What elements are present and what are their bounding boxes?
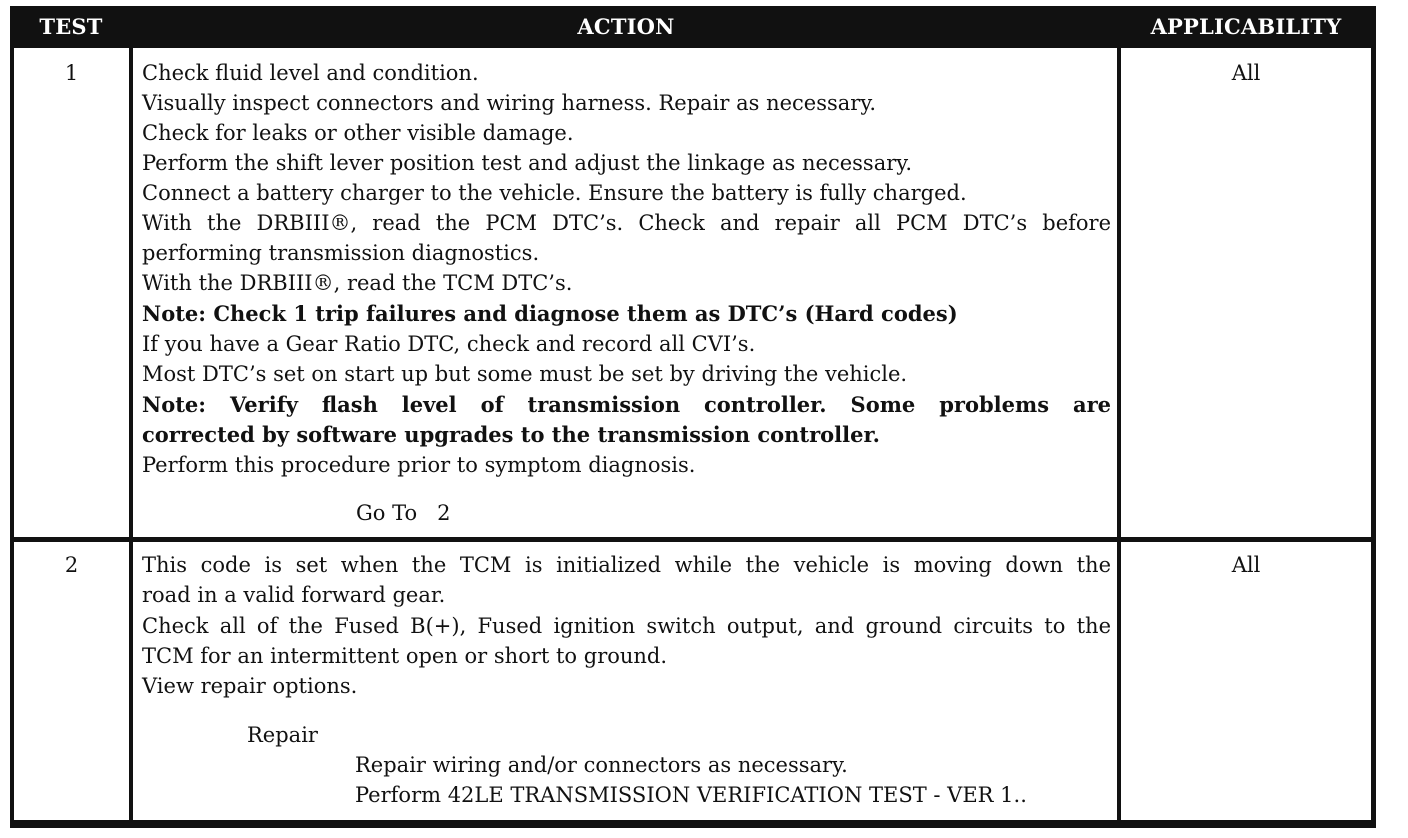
row2-repair-line: Perform 42LE TRANSMISSION VERIFICATION TEST - VER 1..	[355, 783, 1027, 807]
row2-applicability: All	[1231, 553, 1261, 577]
row2-line: This code is set when the TCM is initialized while the vehicle is moving down the	[142, 553, 1111, 577]
row1-action-cell	[133, 48, 1117, 537]
row1-line: performing transmission diagnostics.	[142, 241, 540, 265]
header-applicability: APPLICABILITY	[1150, 14, 1342, 39]
row2-action-cell	[133, 542, 1117, 820]
row2-line: TCM for an intermittent open or short to ground.	[142, 644, 668, 668]
row2-line: View repair options.	[142, 674, 358, 698]
header-action: ACTION	[577, 14, 675, 39]
row2-test-number: 2	[64, 553, 79, 577]
row1-test-cell	[14, 48, 129, 537]
row1-line: Check fluid level and condition.	[142, 61, 479, 85]
row2-repair-label: Repair	[247, 723, 318, 747]
row1-line: With the DRBIII®, read the TCM DTC’s.	[142, 271, 573, 295]
header-test: TEST	[39, 14, 103, 39]
row2-line: Check all of the Fused B(+), Fused ignition switch output, and ground circuits to the	[142, 614, 1111, 638]
row2-test-cell	[14, 542, 129, 820]
row1-line: Perform the shift lever position test and adjust the linkage as necessary.	[142, 151, 912, 175]
row1-line: Most DTC’s set on start up but some must be set by driving the vehicle.	[142, 362, 908, 386]
row2-repair-line: Repair wiring and/or connectors as necessary.	[355, 753, 848, 777]
row1-note-flash-level-cont: corrected by software upgrades to the transmission controller.	[142, 422, 880, 447]
row1-line: If you have a Gear Ratio DTC, check and record all CVI’s.	[142, 332, 756, 356]
row1-test-number: 1	[64, 61, 79, 85]
row1-applicability: All	[1231, 61, 1261, 85]
row1-goto: Go To 2	[356, 501, 451, 525]
diagnostic-table	[10, 6, 1376, 828]
row1-line: With the DRBIII®, read the PCM DTC’s. Check and repair all PCM DTC’s before	[142, 211, 1111, 235]
row2-line: road in a valid forward gear.	[142, 583, 446, 607]
row1-line: Perform this procedure prior to symptom diagnosis.	[142, 453, 696, 477]
row1-line: Visually inspect connectors and wiring harness. Repair as necessary.	[142, 91, 877, 115]
row1-line: Connect a battery charger to the vehicle. Ensure the battery is fully charged.	[142, 181, 967, 205]
row1-line: Check for leaks or other visible damage.	[142, 121, 574, 145]
row1-applicability-cell	[1121, 48, 1371, 537]
row1-note-flash-level: Note: Verify flash level of transmission controller. Some problems are	[142, 392, 1111, 417]
row1-note-trip-failures: Note: Check 1 trip failures and diagnose them as DTC’s (Hard codes)	[142, 301, 958, 326]
row2-applicability-cell	[1121, 542, 1371, 820]
